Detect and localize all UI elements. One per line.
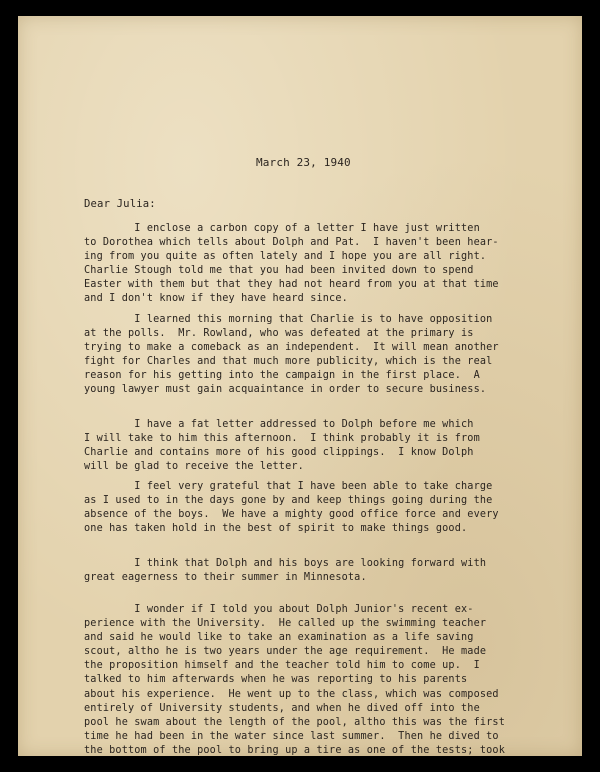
letter-date: March 23, 1940: [256, 156, 351, 169]
letter-paragraph: I learned this morning that Charlie is to have opposition at the polls. Mr. Rowland, who was defeated at the primary is trying to make a comeback as an independent. It will mean another fight for Charles and that much more publicity, which is the real reason for his getting into the campaign in the first place. A young lawyer must gain acquaintance in order to secure business.: [84, 314, 499, 396]
letter-salutation: Dear Julia:: [84, 198, 156, 210]
letter-paragraph: I wonder if I told you about Dolph Junior's recent ex- perience with the University. He called up the swimming teacher and said he would like to take an examination as a life saving scout, altho he is two years under the age requirement. He made the proposition himself and the teacher told him to come up. I talked to him afterwards when he was reporting to his parents about his experience. He went up to the class, which was composed entirely of University students, and when he dived off into the pool he swam about the length of the pool, altho this was the first time he had been in the water since last summer. Then he dived to the bottom of the pool to bring up a tire as one of the tests; took: [84, 604, 505, 756]
letter-page: [18, 16, 582, 756]
letter-paragraph: I have a fat letter addressed to Dolph before me which I will take to him this afternoon. I think probably it is from Charlie and contains more of his good clippings. I know Dolph will be glad to receive the letter.: [84, 419, 480, 473]
letter-paragraph: I enclose a carbon copy of a letter I have just written to Dorothea which tells about Dolph and Pat. I haven't been hear- ing from you quite as often lately and I hope you are all right. Charlie Stough told me that you had been invited down to spend Easter with them but that they had not heard from you at that time and I don't know if they have heard since.: [84, 223, 499, 305]
letter-paragraph: I think that Dolph and his boys are looking forward with great eagerness to their summer in Minnesota.: [84, 558, 487, 584]
letter-paragraph: I feel very grateful that I have been able to take charge as I used to in the days gone by and keep things going during the absence of the boys. We have a mighty good office force and every one has taken hold in the best of spirit to make things good.: [84, 481, 499, 535]
